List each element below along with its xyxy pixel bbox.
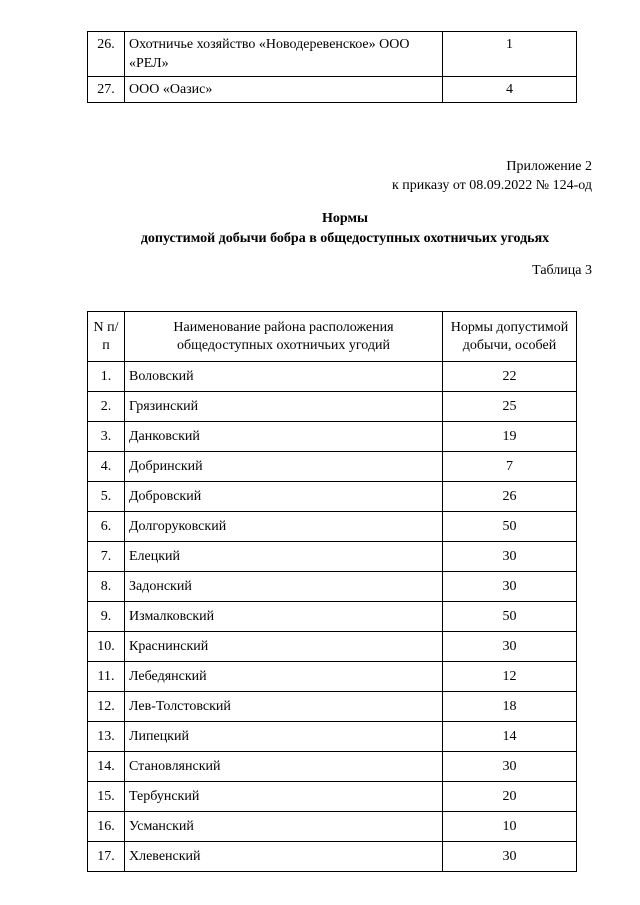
- row-quota: 20: [443, 782, 577, 812]
- table-row: [88, 722, 577, 752]
- row-quota: 7: [443, 452, 577, 482]
- appendix-line-2: к приказу от 08.09.2022 № 124-од: [392, 178, 592, 193]
- header-quota: Нормы допустимой добычи, особей: [443, 312, 577, 362]
- row-quota: 30: [443, 752, 577, 782]
- table-header-row: [88, 312, 577, 362]
- row-quota: 10: [443, 812, 577, 842]
- header-number: N п/п: [88, 312, 125, 362]
- row-quota: 26: [443, 482, 577, 512]
- row-number: 1.: [88, 362, 125, 392]
- row-quota: 25: [443, 392, 577, 422]
- table-row: [88, 512, 577, 542]
- row-number: 4.: [88, 452, 125, 482]
- row-quota: 18: [443, 692, 577, 722]
- row-number: 14.: [88, 752, 125, 782]
- row-district: Воловский: [125, 362, 443, 392]
- row-quota: 19: [443, 422, 577, 452]
- table-row: [88, 662, 577, 692]
- row-number: 5.: [88, 482, 125, 512]
- row-district: Хлевенский: [125, 842, 443, 872]
- row-quota: 30: [443, 632, 577, 662]
- row-quota: 30: [443, 542, 577, 572]
- row-quota: 30: [443, 572, 577, 602]
- row-number: 13.: [88, 722, 125, 752]
- row-district: ООО «Оазис»: [125, 77, 443, 103]
- quota-table: [87, 311, 577, 872]
- table-row: [88, 542, 577, 572]
- table-row: [88, 812, 577, 842]
- row-district: Долгоруковский: [125, 512, 443, 542]
- row-district: Елецкий: [125, 542, 443, 572]
- row-number: 7.: [88, 542, 125, 572]
- row-number: 9.: [88, 602, 125, 632]
- appendix-line-1: Приложение 2: [506, 159, 592, 174]
- row-quota: 50: [443, 602, 577, 632]
- continued-table: [87, 31, 577, 103]
- table-row: [88, 482, 577, 512]
- table-label: Таблица 3: [532, 263, 592, 278]
- row-district: Добровский: [125, 482, 443, 512]
- row-quota: 4: [443, 77, 577, 103]
- row-quota: 30: [443, 842, 577, 872]
- row-district: Лев-Толстовский: [125, 692, 443, 722]
- row-quota: 1: [443, 32, 577, 77]
- document-subtitle: допустимой добычи бобра в общедоступных охотничьих угодьях: [140, 231, 550, 246]
- row-number: 11.: [88, 662, 125, 692]
- row-quota: 12: [443, 662, 577, 692]
- document-title: Нормы: [322, 211, 368, 226]
- table-row: [88, 452, 577, 482]
- row-district: Охотничье хозяйство «Новодеревенское» ООО «РЕЛ»: [125, 32, 443, 77]
- continued-table-body: [88, 32, 577, 103]
- row-district: Задонский: [125, 572, 443, 602]
- table-row: [88, 422, 577, 452]
- row-district: Измалковский: [125, 602, 443, 632]
- quota-table-body: [88, 362, 577, 872]
- table-row: [88, 752, 577, 782]
- row-quota: 50: [443, 512, 577, 542]
- table-row: [88, 362, 577, 392]
- row-district: Усманский: [125, 812, 443, 842]
- table-row: [88, 842, 577, 872]
- table-row: [88, 77, 577, 103]
- row-number: 2.: [88, 392, 125, 422]
- row-number: 27.: [88, 77, 125, 103]
- row-quota: 14: [443, 722, 577, 752]
- row-number: 3.: [88, 422, 125, 452]
- row-quota: 22: [443, 362, 577, 392]
- row-number: 6.: [88, 512, 125, 542]
- row-number: 26.: [88, 32, 125, 77]
- row-number: 8.: [88, 572, 125, 602]
- table-row: [88, 392, 577, 422]
- row-number: 10.: [88, 632, 125, 662]
- row-district: Становлянский: [125, 752, 443, 782]
- row-district: Краснинский: [125, 632, 443, 662]
- table-row: [88, 782, 577, 812]
- row-district: Лебедянский: [125, 662, 443, 692]
- row-district: Грязинский: [125, 392, 443, 422]
- row-number: 12.: [88, 692, 125, 722]
- table-row: [88, 602, 577, 632]
- row-number: 16.: [88, 812, 125, 842]
- row-district: Добринский: [125, 452, 443, 482]
- row-district: Липецкий: [125, 722, 443, 752]
- row-number: 17.: [88, 842, 125, 872]
- row-district: Данковский: [125, 422, 443, 452]
- table-row: [88, 632, 577, 662]
- row-number: 15.: [88, 782, 125, 812]
- table-row: [88, 692, 577, 722]
- header-district: Наименование района расположения общедоступных охотничьих угодий: [125, 312, 443, 362]
- row-district: Тербунский: [125, 782, 443, 812]
- table-row: [88, 572, 577, 602]
- table-row: [88, 32, 577, 77]
